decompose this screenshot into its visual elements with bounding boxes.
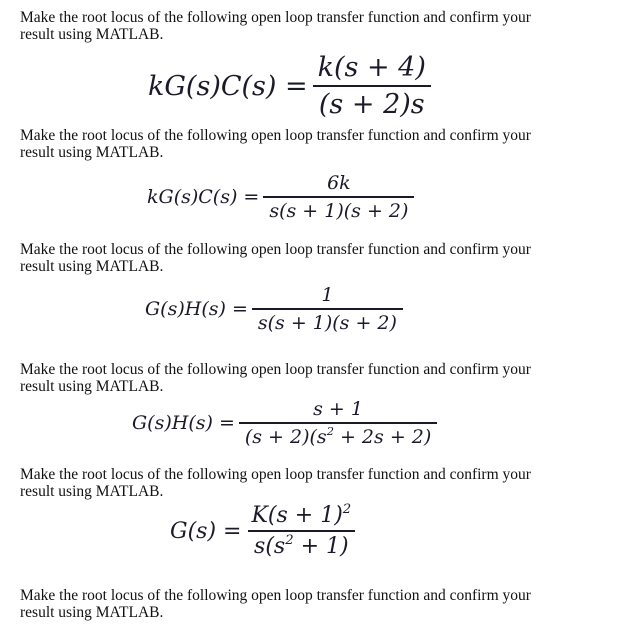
equation-lhs: G(s)H(s) = (145, 298, 248, 320)
fraction (245, 503, 357, 559)
problem-5-prompt (20, 466, 620, 500)
equation-2 (147, 172, 414, 222)
prompt-line: Make the root locus of the following open loop transfer function and confirm your (20, 466, 531, 483)
prompt-line: result using MATLAB. (20, 378, 164, 395)
denominator: (s + 2)s (313, 85, 431, 120)
equation-5 (170, 503, 357, 559)
prompt-line: Make the root locus of the following open loop transfer function and confirm your (20, 241, 531, 258)
equation-lhs: kG(s)C(s) = (148, 70, 308, 102)
prompt-line: result using MATLAB. (20, 483, 164, 500)
equation-lhs: G(s) = (170, 518, 242, 544)
equation-lhs: G(s)H(s) = (132, 412, 235, 434)
problem-2-prompt (20, 127, 620, 161)
problem-6-prompt (20, 587, 620, 621)
problem-3-prompt (20, 241, 620, 275)
prompt-line: result using MATLAB. (20, 26, 164, 43)
equation-lhs: kG(s)C(s) = (147, 186, 260, 208)
exponent: 2 (326, 424, 334, 439)
denominator-part: s(s (254, 534, 286, 559)
denominator: s(s + 1)(s + 2) (263, 196, 414, 222)
problem-1-prompt (20, 9, 620, 43)
prompt-line: Make the root locus of the following open loop transfer function and confirm your (20, 9, 531, 26)
fraction (252, 284, 403, 334)
fraction (263, 172, 414, 222)
numerator-part: K(s + 1) (251, 503, 343, 528)
numerator: s + 1 (313, 398, 363, 420)
prompt-line: Make the root locus of the following open loop transfer function and confirm your (20, 587, 531, 604)
denominator-part: + 2s + 2) (333, 426, 432, 448)
equation-1 (148, 52, 432, 120)
denominator-part: + 1) (293, 534, 349, 559)
numerator (245, 503, 357, 530)
denominator (248, 530, 355, 559)
denominator (239, 422, 437, 448)
exponent: 2 (342, 501, 352, 517)
numerator: 1 (321, 284, 334, 306)
equation-3 (145, 284, 403, 334)
denominator-part: (s + 2)(s (244, 426, 327, 448)
problem-4-prompt (20, 361, 620, 395)
fraction (312, 52, 432, 120)
fraction (239, 398, 437, 448)
exponent: 2 (285, 532, 294, 548)
numerator: k(s + 4) (317, 52, 426, 83)
prompt-line: result using MATLAB. (20, 604, 164, 621)
denominator: s(s + 1)(s + 2) (252, 308, 403, 334)
equation-4 (132, 398, 437, 448)
numerator: 6k (327, 172, 351, 194)
prompt-line: result using MATLAB. (20, 144, 164, 161)
prompt-line: Make the root locus of the following open loop transfer function and confirm your (20, 127, 531, 144)
prompt-line: result using MATLAB. (20, 258, 164, 275)
prompt-line: Make the root locus of the following open loop transfer function and confirm your (20, 361, 531, 378)
